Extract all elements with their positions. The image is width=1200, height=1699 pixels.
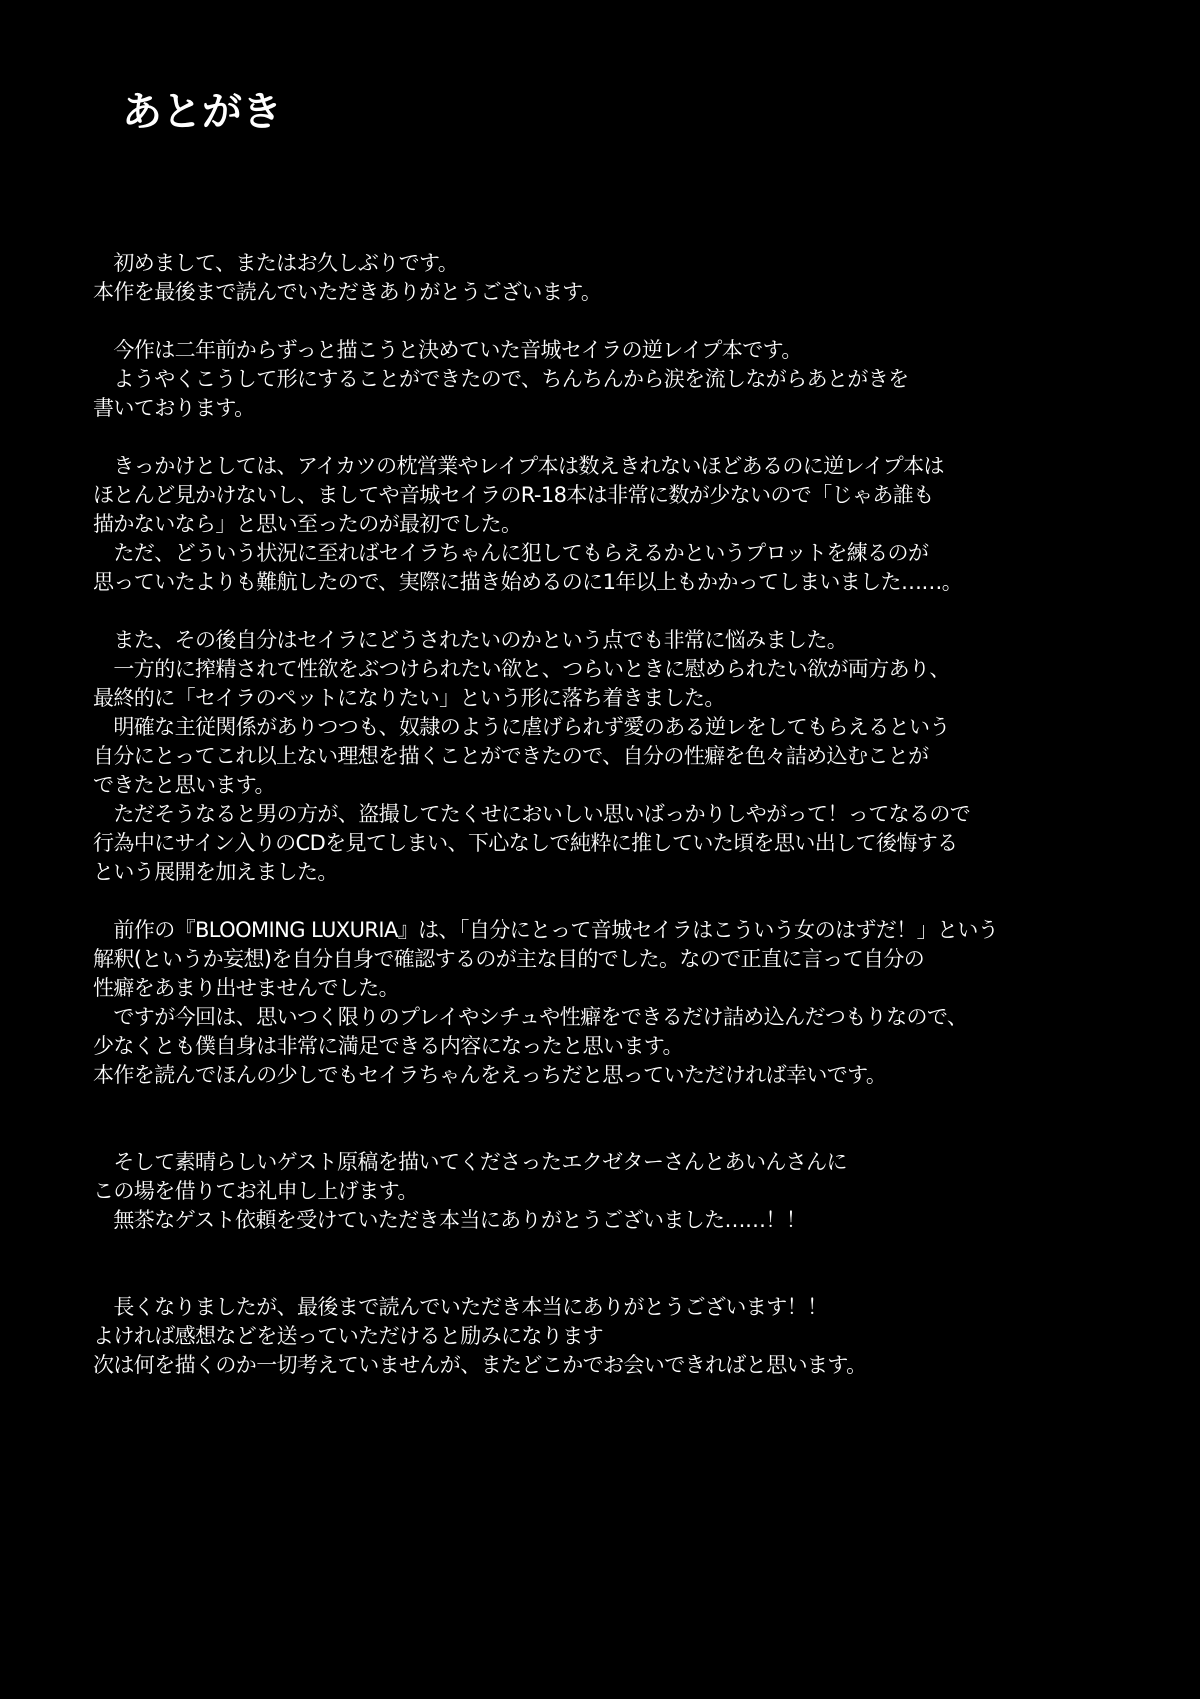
text-line: 思っていたよりも難航したので、実際に描き始めるのに1年以上もかかってしまいました……。	[93, 570, 963, 594]
paragraph-gap	[93, 887, 1173, 916]
paragraph	[93, 1148, 1173, 1235]
paragraph	[93, 336, 1173, 423]
text-line: 自分にとってこれ以上ない理想を描くことができたので、自分の性癖を色々詰め込むことが	[93, 744, 929, 768]
text-line: という展開を加えました。	[93, 860, 338, 884]
text-line: よければ感想などを送っていただけると励みになります	[93, 1324, 603, 1348]
text-line: 前作の『BLOOMING LUXURIA』は、「自分にとって音城セイラはこういう女のはずだ！」という	[93, 918, 999, 942]
paragraph	[93, 626, 1173, 887]
text-line: 次は何を描くのか一切考えていませんが、またどこかでお会いできればと思います。	[93, 1353, 867, 1377]
text-line: できたと思います。	[93, 773, 275, 797]
paragraph	[93, 1293, 1173, 1380]
text-line: ただそうなると男の方が、盗撮してたくせにおいしい思いばっかりしやがって！ってなるので	[93, 802, 971, 826]
text-line: ですが今回は、思いつく限りのプレイやシチュや性癖をできるだけ詰め込んだつもりなので、	[93, 1005, 968, 1029]
text-line: 行為中にサイン入りのCDを見てしまい、下心なしで純粋に推していた頃を思い出して後悔する	[93, 831, 958, 855]
paragraph-gap	[93, 597, 1173, 626]
text-line: 描かないなら」と思い至ったのが最初でした。	[93, 512, 522, 536]
text-line: また、その後自分はセイラにどうされたいのかという点でも非常に悩みました。	[93, 628, 848, 652]
paragraph	[93, 452, 1173, 597]
paragraph	[93, 249, 1173, 307]
text-line: ただ、どういう状況に至ればセイラちゃんに犯してもらえるかというプロットを練るのが	[93, 541, 929, 565]
paragraph	[93, 916, 1173, 1090]
paragraph-gap	[93, 1090, 1173, 1148]
text-line: ほとんど見かけないし、ましてや音城セイラのR-18本は非常に数が少ないので「じゃあ誰も	[93, 483, 934, 507]
text-line: 長くなりましたが、最後まで読んでいただき本当にありがとうございます！！	[93, 1295, 828, 1319]
text-line: 明確な主従関係がありつつも、奴隷のように虐げられず愛のある逆レをしてもらえるという	[93, 715, 950, 739]
text-line: 本作を読んでほんの少しでもセイラちゃんをえっちだと思っていただければ幸いです。	[93, 1063, 887, 1087]
text-line: きっかけとしては、アイカツの枕営業やレイプ本は数えきれないほどあるのに逆レイプ本は	[93, 454, 944, 478]
text-line: そして素晴らしいゲスト原稿を描いてくださったエクゼターさんとあいんさんに	[93, 1150, 847, 1174]
text-line: 性癖をあまり出せませんでした。	[93, 976, 399, 1000]
text-line: 今作は二年前からずっと描こうと決めていた音城セイラの逆レイプ本です。	[93, 338, 802, 362]
afterword-body	[93, 249, 1173, 1380]
text-line: 最終的に「セイラのペットになりたい」という形に落ち着きました。	[93, 686, 725, 710]
paragraph-gap	[93, 423, 1173, 452]
text-line: この場を借りてお礼申し上げます。	[93, 1179, 418, 1203]
text-line: 少なくとも僕自身は非常に満足できる内容になったと思います。	[93, 1034, 683, 1058]
text-line: ようやくこうして形にすることができたので、ちんちんから涙を流しながらあとがきを	[93, 367, 909, 391]
text-line: 書いております。	[93, 396, 255, 420]
text-line: 初めまして、またはお久しぶりです。	[93, 251, 459, 275]
text-line: 解釈(というか妄想)を自分自身で確認するのが主な目的でした。なので正直に言って自分の	[93, 947, 925, 971]
paragraph-gap	[93, 307, 1173, 336]
text-line: 無茶なゲスト依頼を受けていただき本当にありがとうございました……！！	[93, 1208, 807, 1232]
text-line: 一方的に搾精されて性欲をぶつけられたい欲と、つらいときに慰められたい欲が両方あり、	[93, 657, 950, 681]
page-title: あとがき	[122, 88, 282, 135]
text-line: 本作を最後まで読んでいただきありがとうございます。	[93, 280, 602, 304]
paragraph-gap	[93, 1235, 1173, 1293]
